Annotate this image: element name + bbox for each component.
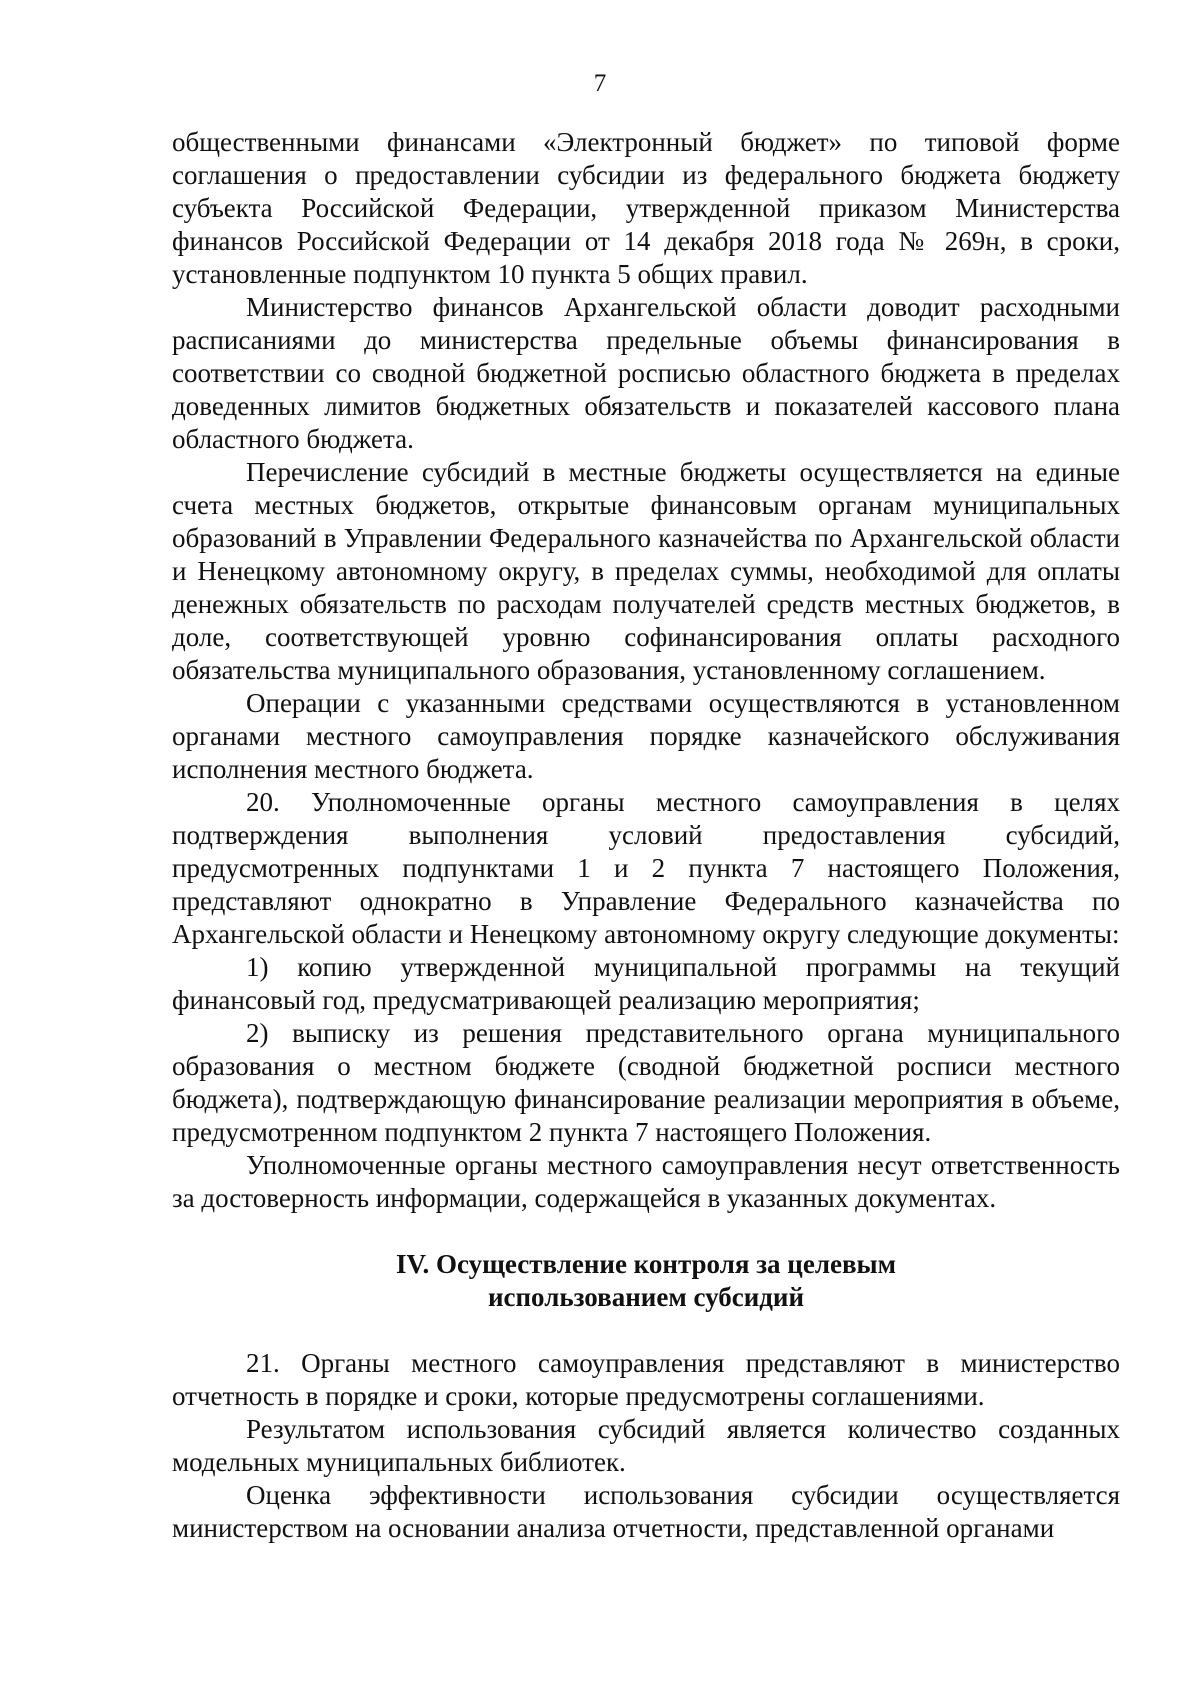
paragraph: Оценка эффективности использования субсидии осуществляется министерством на основании анализа отчетности, представленной органами (172, 1480, 1120, 1543)
paragraph: Перечисление субсидий в местные бюджеты осуществляется на единые счета местных бюджетов, открытые финансовым органам муниципальных образований в Управлении Федерального казначейства по Архангельской области и Ненецкому автономному округу, в пределах суммы, необходимой для оплаты денежных обязательств по расходам получателей средств местных бюджетов, в доле, соответствующей уровню софинансирования оплаты расходного обязательства муниципального образования, установленному соглашением. (172, 457, 1120, 685)
paragraph: Уполномоченные органы местного самоуправления несут ответственность за достоверность информации, содержащейся в указанных документах. (172, 1150, 1120, 1213)
section-heading-line-2: использованием субсидий (487, 1282, 805, 1312)
paragraph: Министерство финансов Архангельской области доводит расходными расписаниями до министерства предельные объемы финансирования в соответствии со сводной бюджетной росписью областного бюджета в пределах доведенных лимитов бюджетных обязательств и показателей кассового плана областного бюджета. (172, 292, 1120, 454)
list-item: 2) выписку из решения представительного органа муниципального образования о местном бюджете (сводной бюджетной росписи местного бюджета), подтверждающую финансирование реализации мероприятия в объеме, предусмотренном подпунктом 2 пункта 7 настоящего Положения. (172, 1018, 1120, 1147)
page-number: 7 (593, 70, 607, 97)
paragraph-item-20: 20. Уполномоченные органы местного самоуправления в целях подтверждения выполнения условий предоставления субсидий, предусмотренных подпунктами 1 и 2 пункта 7 настоящего Положения, представляют однократно в Управление Федерального казначейства по Архангельской области и Ненецкому автономному округу следующие документы: (172, 787, 1120, 949)
paragraph: общественными финансами «Электронный бюджет» по типовой форме соглашения о предоставлении субсидии из федерального бюджета бюджету субъекта Российской Федерации, утвержденной приказом Министерства финансов Российской Федерации от 14 декабря 2018 года № 269н, в сроки, установленные подпунктом 10 пункта 5 общих правил. (172, 127, 1120, 289)
paragraph: Результатом использования субсидий является количество созданных модельных муниципальных библиотек. (172, 1414, 1120, 1477)
section-heading (172, 1248, 1120, 1314)
list-item: 1) копию утвержденной муниципальной программы на текущий финансовый год, предусматривающей реализацию мероприятия; (172, 952, 1120, 1015)
section-heading-line-1: IV. Осуществление контроля за целевым (395, 1249, 897, 1279)
document-body (172, 126, 1120, 1545)
paragraph: Операции с указанными средствами осуществляются в установленном органами местного самоуправления порядке казначейского обслуживания исполнения местного бюджета. (172, 688, 1120, 784)
paragraph-item-21: 21. Органы местного самоуправления представляют в министерство отчетность в порядке и сроки, которые предусмотрены соглашениями. (172, 1348, 1120, 1411)
